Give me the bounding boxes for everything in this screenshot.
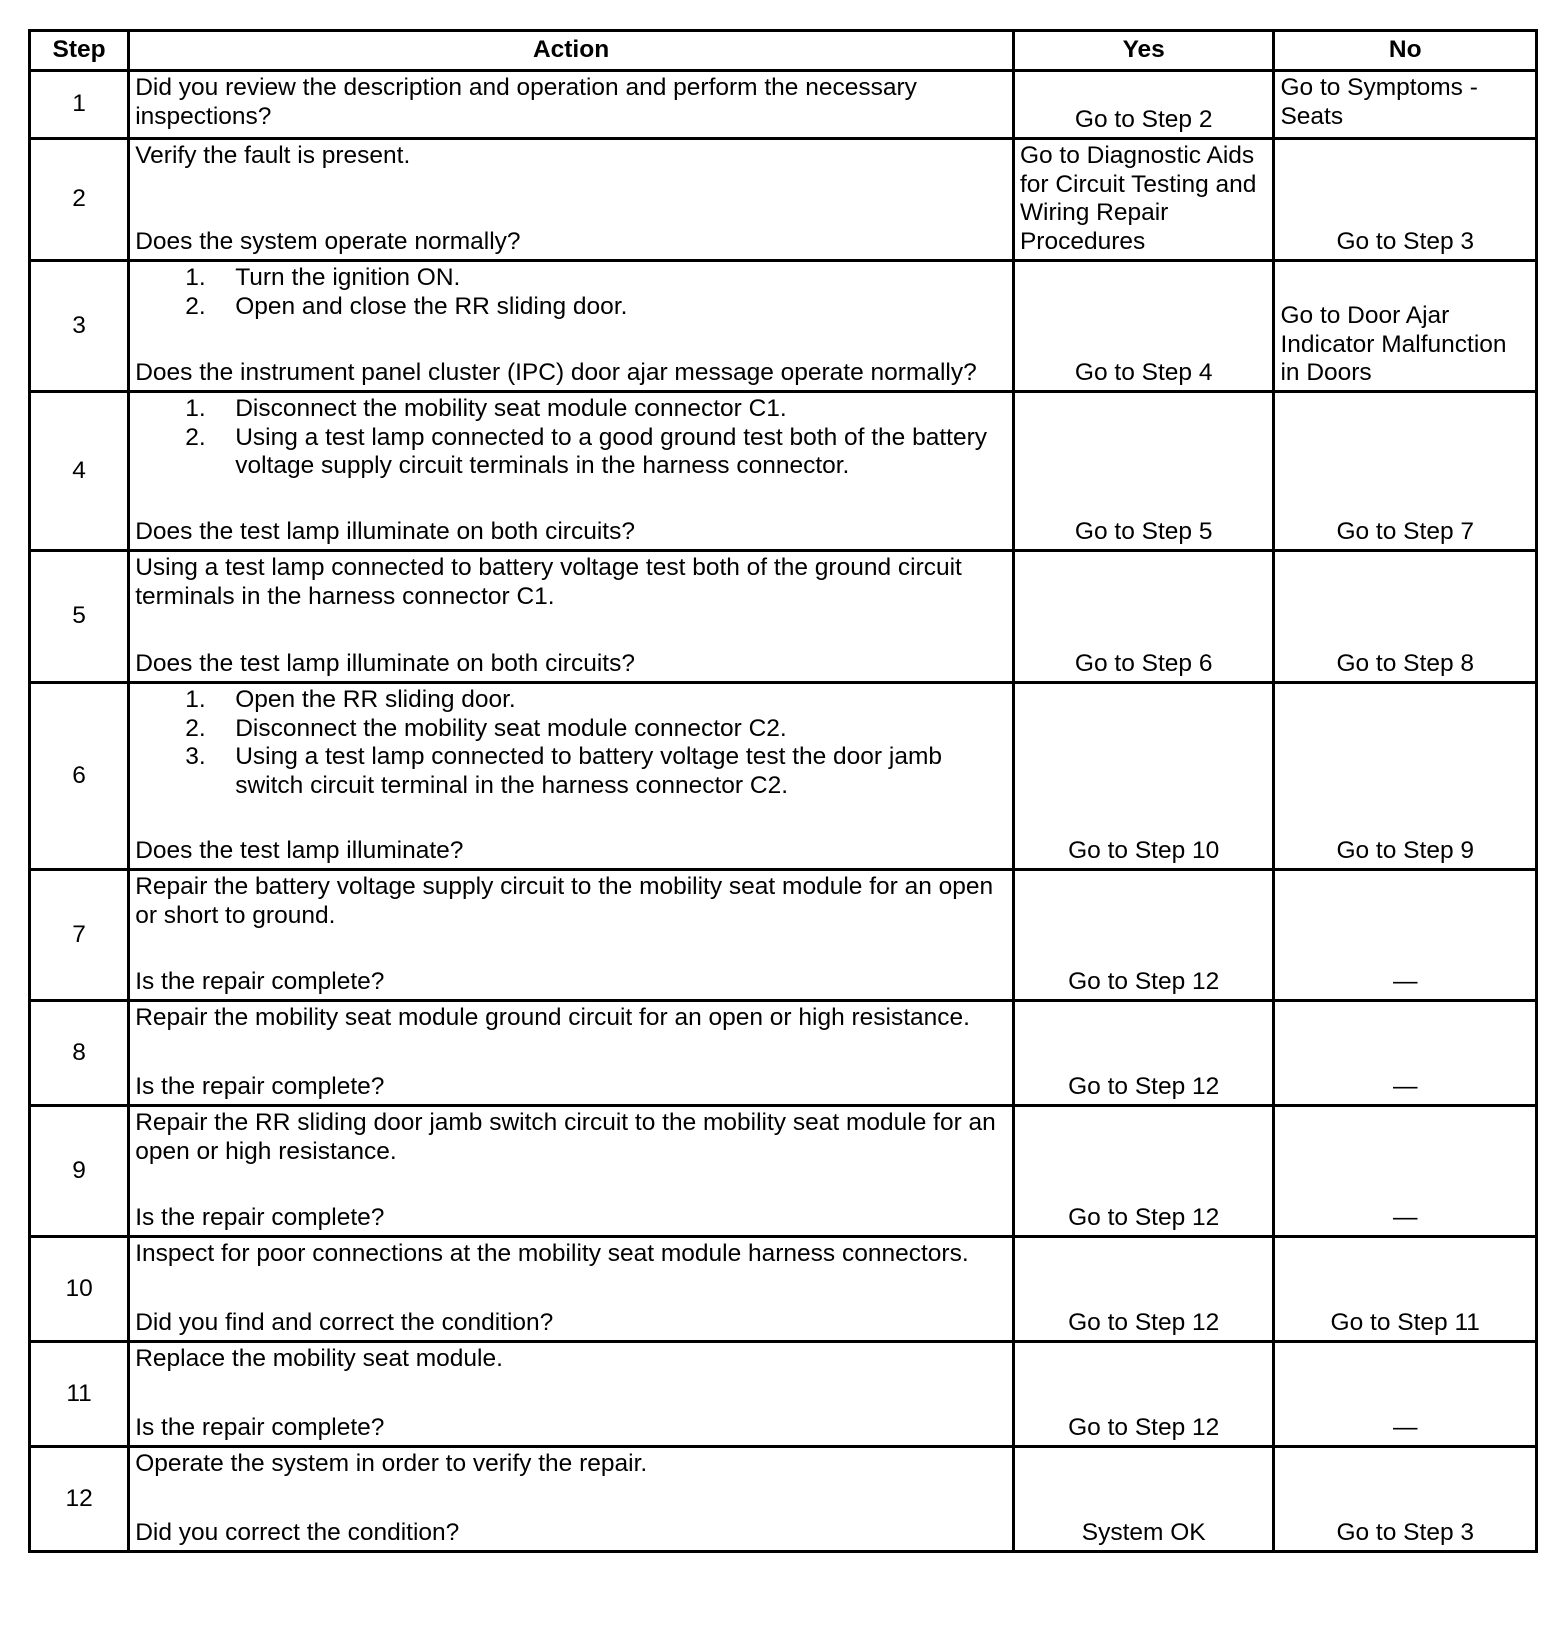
yes-cell [1013, 551, 1274, 683]
step-number: 6 [30, 683, 129, 870]
action-question: Did you find and correct the condition? [135, 1309, 554, 1337]
action-cell [129, 139, 1014, 261]
step-number: 8 [30, 1001, 129, 1106]
action-text: Inspect for poor connections at the mobility seat module harness connectors. [135, 1240, 969, 1267]
action-text: Replace the mobility seat module. [135, 1345, 503, 1372]
no-result: — [1392, 1204, 1418, 1232]
table-row [30, 1447, 1537, 1552]
no-cell [1274, 551, 1537, 683]
no-cell [1274, 139, 1537, 261]
list-item [135, 424, 1012, 481]
no-result: Go to Step 3 [1336, 228, 1474, 256]
list-item-text: Disconnect the mobility seat module connector C1. [235, 395, 787, 422]
action-steps-list [135, 686, 1012, 800]
yes-cell [1013, 1447, 1274, 1552]
no-result: Go to Step 8 [1336, 650, 1474, 678]
action-question: Does the test lamp illuminate on both circuits? [135, 650, 635, 678]
table-row [30, 870, 1537, 1001]
yes-result: Go to Step 2 [1074, 106, 1213, 134]
step-number: 1 [30, 71, 129, 139]
yes-cell [1013, 1106, 1274, 1237]
yes-result: Go to Step 12 [1068, 1309, 1220, 1337]
list-item-text: Using a test lamp connected to battery voltage test the door jamb switch circuit terminal in the harness connector C2. [235, 743, 943, 799]
yes-cell [1013, 683, 1274, 870]
action-text: Repair the mobility seat module ground circuit for an open or high resistance. [135, 1004, 970, 1031]
table-row [30, 551, 1537, 683]
no-cell [1274, 261, 1537, 392]
action-cell [129, 870, 1014, 1001]
list-item-number: 1. [185, 395, 206, 422]
yes-cell [1013, 1237, 1274, 1342]
no-cell [1274, 392, 1537, 551]
step-number: 11 [30, 1342, 129, 1447]
yes-cell [1013, 870, 1274, 1001]
yes-result: Go to Step 12 [1068, 1204, 1220, 1232]
action-cell [129, 1106, 1014, 1237]
table-row [30, 1001, 1537, 1106]
no-cell [1274, 1106, 1537, 1237]
header-step: Step [30, 31, 129, 71]
table-body [30, 71, 1537, 1552]
action-cell [129, 1342, 1014, 1447]
action-question: Is the repair complete? [135, 1073, 385, 1101]
yes-cell [1013, 261, 1274, 392]
no-result: Go to Step 7 [1336, 518, 1474, 546]
header-no: No [1274, 31, 1537, 71]
action-question: Does the test lamp illuminate? [135, 837, 464, 865]
list-item-number: 1. [185, 686, 206, 713]
no-cell [1274, 1447, 1537, 1552]
action-text: Did you review the description and operation and perform the necessary inspections? [135, 74, 917, 130]
list-item [135, 743, 1012, 800]
action-cell [129, 1447, 1014, 1552]
yes-result: Go to Step 6 [1074, 650, 1213, 678]
list-item-number: 3. [185, 743, 206, 771]
step-number: 4 [30, 392, 129, 551]
action-cell [129, 1001, 1014, 1106]
list-item-number: 2. [185, 714, 206, 742]
no-result: Go to Step 11 [1330, 1309, 1480, 1337]
step-number: 5 [30, 551, 129, 683]
yes-result: Go to Step 12 [1068, 968, 1220, 996]
no-result: Go to Door Ajar Indicator Malfunction in Doors [1280, 302, 1507, 387]
list-item [135, 395, 1012, 424]
yes-result: Go to Step 12 [1068, 1414, 1220, 1442]
list-item-number: 2. [185, 292, 206, 320]
action-question: Is the repair complete? [135, 968, 385, 996]
action-question: Did you correct the condition? [135, 1519, 460, 1547]
yes-cell [1013, 1001, 1274, 1106]
no-cell [1274, 1001, 1537, 1106]
yes-result: Go to Diagnostic Aids for Circuit Testing and Wiring Repair Procedures [1019, 142, 1257, 255]
list-item-text: Open and close the RR sliding door. [235, 292, 628, 320]
action-question: Does the instrument panel cluster (IPC) door ajar message operate normally? [135, 359, 977, 387]
action-text: Operate the system in order to verify the repair. [135, 1450, 648, 1477]
header-row [30, 31, 1537, 71]
list-item-text: Open the RR sliding door. [235, 686, 516, 713]
no-result: — [1392, 968, 1418, 996]
no-cell [1274, 683, 1537, 870]
table-row [30, 392, 1537, 551]
no-result: — [1392, 1414, 1418, 1442]
no-cell [1274, 1237, 1537, 1342]
action-text: Using a test lamp connected to battery voltage test both of the ground circuit terminals in the harness connector C1. [135, 554, 962, 610]
action-question: Is the repair complete? [135, 1204, 385, 1232]
step-number: 9 [30, 1106, 129, 1237]
no-result: Go to Symptoms - Seats [1280, 74, 1478, 130]
action-question: Is the repair complete? [135, 1414, 385, 1442]
list-item-text: Turn the ignition ON. [235, 264, 461, 291]
list-item-text: Using a test lamp connected to a good ground test both of the battery voltage supply circuit terminals in the harness connector. [235, 423, 988, 480]
action-text: Repair the battery voltage supply circuit to the mobility seat module for an open or short to ground. [135, 873, 994, 929]
action-cell [129, 551, 1014, 683]
action-text: Repair the RR sliding door jamb switch circuit to the mobility seat module for an open or high resistance. [135, 1109, 996, 1165]
table-row [30, 1237, 1537, 1342]
list-item [135, 293, 1012, 322]
action-question: Does the system operate normally? [135, 228, 521, 256]
yes-cell [1013, 139, 1274, 261]
no-cell [1274, 71, 1537, 139]
list-item-number: 1. [185, 264, 206, 291]
table-row [30, 1106, 1537, 1237]
list-item [135, 686, 1012, 715]
list-item [135, 264, 1012, 293]
yes-cell [1013, 71, 1274, 139]
yes-cell [1013, 392, 1274, 551]
list-item-number: 2. [185, 423, 206, 451]
table-row [30, 71, 1537, 139]
action-cell [129, 71, 1014, 139]
yes-result: Go to Step 5 [1074, 518, 1213, 546]
action-cell [129, 683, 1014, 870]
action-text: Verify the fault is present. [135, 142, 411, 169]
action-cell [129, 392, 1014, 551]
table-row [30, 139, 1537, 261]
step-number: 7 [30, 870, 129, 1001]
step-number: 10 [30, 1237, 129, 1342]
action-question: Does the test lamp illuminate on both circuits? [135, 518, 635, 546]
action-cell [129, 261, 1014, 392]
table-row [30, 1342, 1537, 1447]
diagnostic-table [28, 29, 1538, 1553]
action-steps-list [135, 395, 1012, 481]
no-result: — [1392, 1073, 1418, 1101]
header-action: Action [129, 31, 1014, 71]
no-cell [1274, 870, 1537, 1001]
list-item-text: Disconnect the mobility seat module connector C2. [235, 714, 787, 742]
table-row [30, 261, 1537, 392]
yes-result: System OK [1081, 1519, 1206, 1547]
step-number: 2 [30, 139, 129, 261]
step-number: 3 [30, 261, 129, 392]
yes-result: Go to Step 4 [1074, 359, 1213, 387]
table-row [30, 683, 1537, 870]
header-yes: Yes [1013, 31, 1274, 71]
yes-result: Go to Step 12 [1068, 1073, 1220, 1101]
step-number: 12 [30, 1447, 129, 1552]
action-cell [129, 1237, 1014, 1342]
yes-result: Go to Step 10 [1068, 837, 1220, 865]
list-item [135, 715, 1012, 744]
action-steps-list [135, 264, 1012, 321]
yes-cell [1013, 1342, 1274, 1447]
no-result: Go to Step 9 [1336, 837, 1474, 865]
no-cell [1274, 1342, 1537, 1447]
no-result: Go to Step 3 [1336, 1519, 1474, 1547]
